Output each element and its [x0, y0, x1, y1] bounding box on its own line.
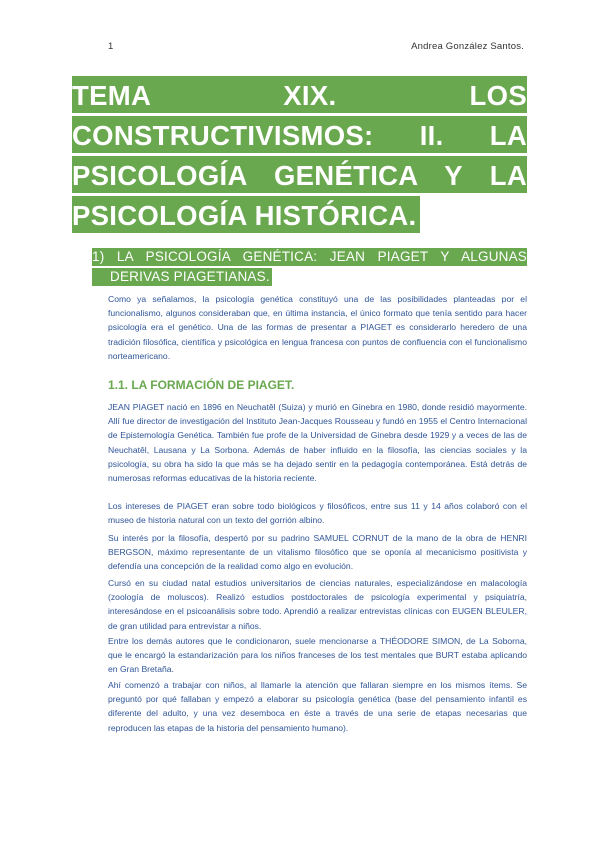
paragraph-4: Cursó en su ciudad natal estudios universitarios de ciencias naturales, especializándose en malacología (zoología de moluscos). Realizó estudios postdoctorales de psicología experimental y psiquiatría, interesándose en el psicoanálisis sobre todo. Aprendió a realizar entrevistas clínicas con EUGEN BLEULER, de gran utilidad para entrevistar a niños. [108, 578, 527, 631]
title-line-3: PSICOLOGÍA GENÉTICA Y LA [72, 156, 527, 193]
page-header [0, 41, 600, 55]
title-line-2: CONSTRUCTIVISMOS: II. LA [72, 116, 527, 153]
paragraph-6: Ahí comenzó a trabajar con niños, al llamarle la atención que fallaran siempre en los mismos ítems. Se preguntó por qué fallaban y empezó a elaborar su psicología genética (base del pensamiento infantil es diferente del adulto, y una vez desemboca en éste a través de una serie de etapas necesarias que reproducen las etapas de la historia del pensamiento humano). [108, 680, 527, 733]
paragraph-3: Su interés por la filosofía, despertó por su padrino SAMUEL CORNUT de la mano de la obra de HENRI BERGSON, máximo representante de un vitalismo filosófico que se oponía al mecanicismo positivista y defendía una concepción de la realidad como algo en evolución. [108, 533, 527, 572]
subsection-heading: 1.1. LA FORMACIÓN DE PIAGET. [108, 378, 295, 392]
title-line-1: TEMA XIX. LOS [72, 76, 527, 113]
section-heading-line-1: 1) LA PSICOLOGÍA GENÉTICA: JEAN PIAGET Y ALGUNAS [92, 249, 527, 264]
author-name: Andrea González Santos. [411, 41, 524, 52]
document-title [72, 76, 527, 241]
section-heading-line-2: DERIVAS PIAGETIANAS. [92, 268, 272, 286]
title-line-4: PSICOLOGÍA HISTÓRICA. [72, 196, 420, 233]
intro-paragraph: Como ya señalamos, la psicología genética constituyó una de las posibilidades planteadas por el funcionalismo, algunos consideraban que, en última instancia, el único formato que tenía sentido para hacer psicología era el genético. Una de las formas de presentar a PIAGET es considerarlo heredero de una tradición filosófica, científica y psicológica en lengua francesa con puntos de confluencia con el funcionalismo norteamericano. [108, 294, 527, 361]
paragraph-5: Entre los demás autores que le condicionaron, suele mencionarse a THÉODORE SIMON, de La Soborna, que le encargó la estandarización para los niños franceses de los test mentales que BURT estaba aplicando en Gran Bretaña. [108, 636, 527, 675]
paragraph-1: JEAN PIAGET nació en 1896 en Neuchatêl (Suiza) y murió en Ginebra en 1980, donde residió mayormente. Allí fue director de investigación del Instituto Jean-Jacques Rousseau y fundó en 1955 el Centro Internacional de Epistemología Genética. También fue profe de la Universidad de Ginebra desde 1929 y a veces de las de Neuchatêl, Lausana y La Sorbona. Además de haber influido en la filosofía, las ciencias sociales y la psicología, su obra ha sido la que más se ha dejado sentir en la pedagogía contemporánea. Está detrás de numerosas reformas educativas de la historia reciente. [108, 402, 527, 484]
page-number: 1 [108, 41, 114, 52]
section-heading [92, 248, 527, 293]
paragraph-2: Los intereses de PIAGET eran sobre todo biológicos y filosóficos, entre sus 11 y 14 años colaboró con el museo de historia natural con un texto del gorrión albino. [108, 501, 527, 526]
